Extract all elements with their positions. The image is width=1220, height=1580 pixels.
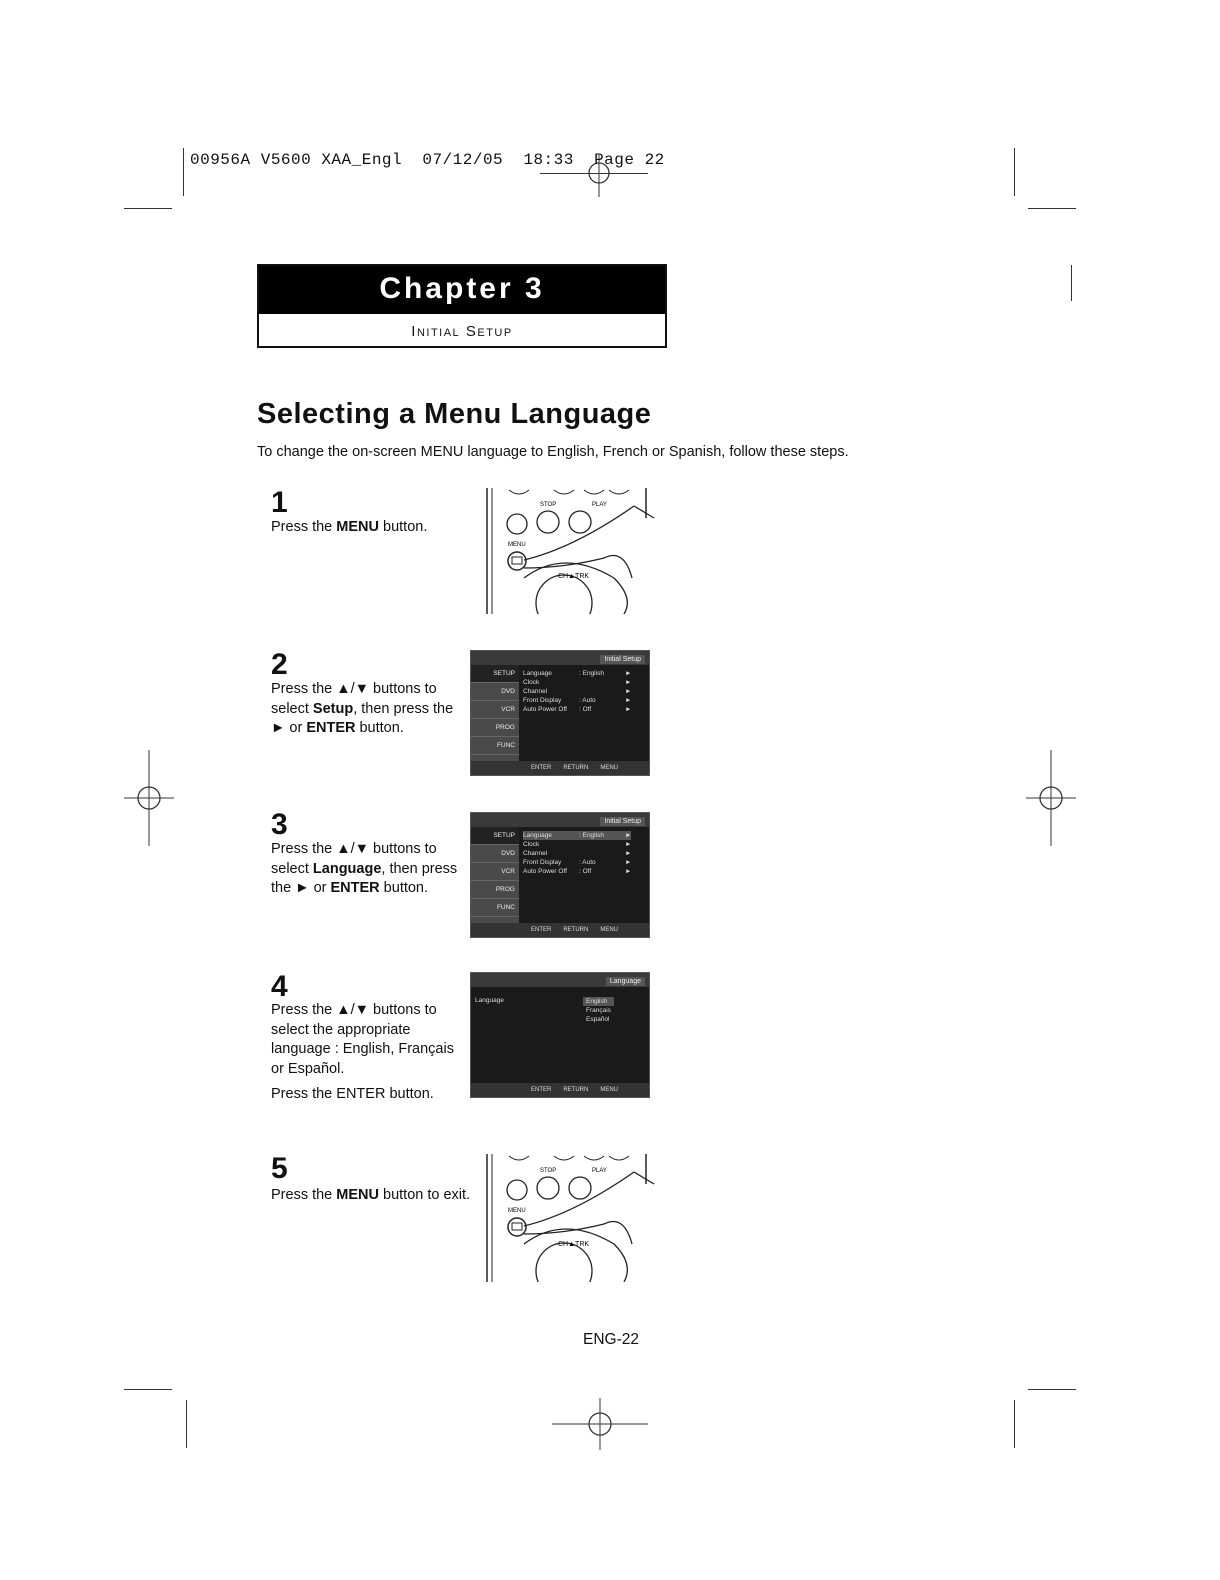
step-number: 2: [271, 648, 288, 681]
language-option: English: [583, 997, 614, 1006]
sidebar-item-setup: SETUP: [471, 827, 519, 845]
intro-text: To change the on-screen MENU language to English, French or Spanish, follow these steps.: [257, 444, 849, 460]
step-text: Press the MENU button to exit.: [271, 1187, 471, 1203]
menu-title: Language: [606, 977, 645, 986]
registration-mark-icon: [552, 1398, 648, 1450]
remote-illustration: [484, 488, 656, 614]
crop-mark: [124, 1389, 172, 1390]
step-number: 1: [271, 486, 288, 519]
step-text: Press the MENU button.: [271, 519, 428, 535]
step-text: Press the ENTER button.: [271, 1086, 434, 1102]
menu-row: Language : English ►: [523, 832, 632, 839]
language-option: Français: [586, 1007, 611, 1014]
crop-mark: [1071, 265, 1072, 301]
menu-label: MENU: [508, 542, 526, 548]
sidebar-item-dvd: DVD: [471, 845, 519, 863]
crop-mark: [1028, 1389, 1076, 1390]
chtrk-label: CH▲TRK: [558, 573, 590, 580]
menu-row: Clock ►: [523, 841, 632, 848]
setup-menu-screen: [470, 812, 650, 938]
menu-title: Initial Setup: [600, 655, 645, 664]
sidebar-item-vcr: VCR: [471, 863, 519, 881]
chtrk-label: CH▲TRK: [558, 1241, 590, 1248]
registration-mark-icon: [1026, 750, 1076, 846]
menu-row: Channel ►: [523, 850, 632, 857]
crop-mark: [1028, 208, 1076, 209]
menu-row: Front Display : Auto ►: [523, 859, 632, 866]
chapter-header: [257, 264, 667, 348]
menu-title: Initial Setup: [600, 817, 645, 826]
page-number: ENG-22: [583, 1331, 639, 1348]
play-label: PLAY: [592, 1168, 607, 1174]
menu-row: Auto Power Off : Off ►: [523, 706, 632, 713]
menu-row: Front Display : Auto ►: [523, 697, 632, 704]
menu-row: Clock ►: [523, 679, 632, 686]
sidebar-item-prog: PROG: [471, 881, 519, 899]
step-number: 5: [271, 1152, 288, 1185]
setup-menu-screen: [470, 650, 650, 776]
stop-label: STOP: [540, 502, 557, 508]
stop-label: STOP: [540, 1168, 557, 1174]
menu-row: Auto Power Off : Off ►: [523, 868, 632, 875]
menu-row: Channel ►: [523, 688, 632, 695]
registration-mark-icon: [124, 750, 174, 846]
step-number: 4: [271, 970, 288, 1003]
step-text: Press the ▲/▼ buttons to select the appropriate language : English, Français or Español.: [271, 1002, 454, 1077]
sidebar-item-setup: SETUP: [471, 665, 519, 683]
play-label: PLAY: [592, 502, 607, 508]
crop-mark: [1014, 1400, 1015, 1448]
step-text: Press the ▲/▼ buttons to select Language, then press the ► or ENTER button.: [271, 841, 458, 896]
crop-mark: [186, 1400, 187, 1448]
crop-mark: [1014, 148, 1015, 196]
step-number: 3: [271, 808, 288, 841]
menu-footer: ENTER RETURN MENU: [471, 1083, 649, 1097]
chapter-subtitle: Initial Setup: [411, 323, 513, 340]
crop-mark: [124, 208, 172, 209]
page-title: Selecting a Menu Language: [257, 398, 652, 430]
step-text: Press the ▲/▼ buttons to select Setup, then press the ► or ENTER button.: [271, 681, 454, 736]
sidebar-item-func: FUNC: [471, 899, 519, 917]
language-menu-screen: [470, 972, 650, 1098]
menu-footer: ENTER RETURN MENU: [471, 761, 649, 775]
menu-row: Language : English ►: [523, 670, 632, 677]
language-label: Language: [475, 997, 504, 1004]
chapter-title: Chapter 3: [259, 266, 665, 314]
sidebar-item-vcr: VCR: [471, 701, 519, 719]
language-option: Español: [586, 1016, 610, 1023]
sidebar-item-dvd: DVD: [471, 683, 519, 701]
sidebar-item-prog: PROG: [471, 719, 519, 737]
menu-footer: ENTER RETURN MENU: [471, 923, 649, 937]
print-slug: 00956A V5600 XAA_Engl 07/12/05 18:33 Page 22: [190, 151, 665, 169]
crop-mark: [183, 148, 184, 196]
menu-label: MENU: [508, 1208, 526, 1214]
sidebar-item-func: FUNC: [471, 737, 519, 755]
remote-illustration: [484, 1154, 656, 1282]
